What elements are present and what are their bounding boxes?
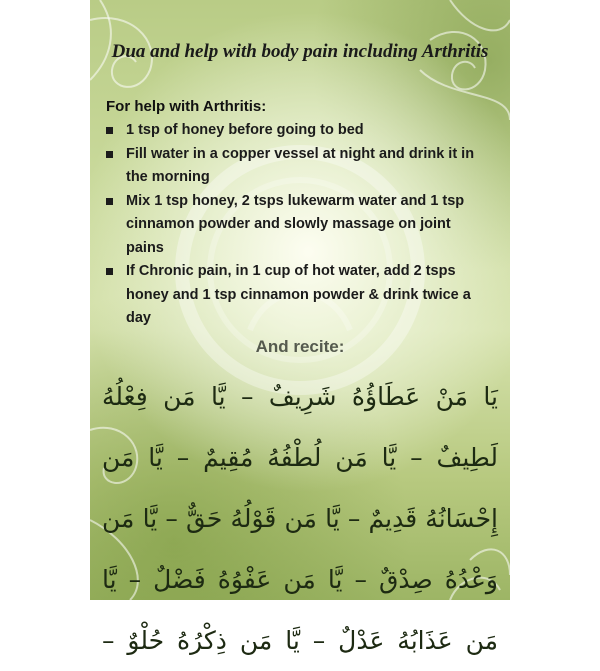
- bullet-icon: [106, 127, 113, 134]
- dua-arabic-text: يَا مَنْ عَطَاؤُهُ شَرِيفٌ – يَّا مَن فِعْلُهُ لَطِيفٌ – يَّا مَن لُطْفُهُ مُقِيمٌ – يَّا مَن إِحْسَانُهُ قَدِيمٌ – يَّا مَن قَوْلُهُ حَقٌّ – يَّا مَن وَعْدُهُ صِدْقٌ – يَّا مَن عَفْوُهُ فَضْلٌ – يَّا مَن عَذَابُهُ عَدْلٌ – يَّا مَن ذِكْرُهُ حُلْوٌ –: [102, 382, 498, 655]
- dua-card: [90, 0, 510, 655]
- list-item: [104, 260, 488, 331]
- bullet-icon: [106, 268, 113, 275]
- list-item: [104, 119, 488, 143]
- page-title: Dua and help with body pain including Arthritis: [111, 41, 489, 62]
- list-item: [104, 143, 488, 190]
- bullet-icon: [106, 151, 113, 158]
- remedy-text: 1 tsp of honey before going to bed: [126, 122, 364, 138]
- remedies-heading: For help with Arthritis:: [106, 98, 267, 115]
- remedy-text: If Chronic pain, in 1 cup of hot water, add 2 tsps honey and 1 tsp cinnamon powder & drink twice a day: [126, 263, 471, 326]
- list-item: [104, 190, 488, 261]
- remedy-text: Fill water in a copper vessel at night and drink it in the morning: [126, 145, 475, 185]
- remedies-list: [104, 119, 488, 331]
- remedy-text: Mix 1 tsp honey, 2 tsps lukewarm water and 1 tsp cinnamon powder and slowly massage on joint pains: [126, 192, 465, 256]
- recite-label: And recite:: [255, 337, 345, 356]
- bullet-icon: [106, 198, 113, 205]
